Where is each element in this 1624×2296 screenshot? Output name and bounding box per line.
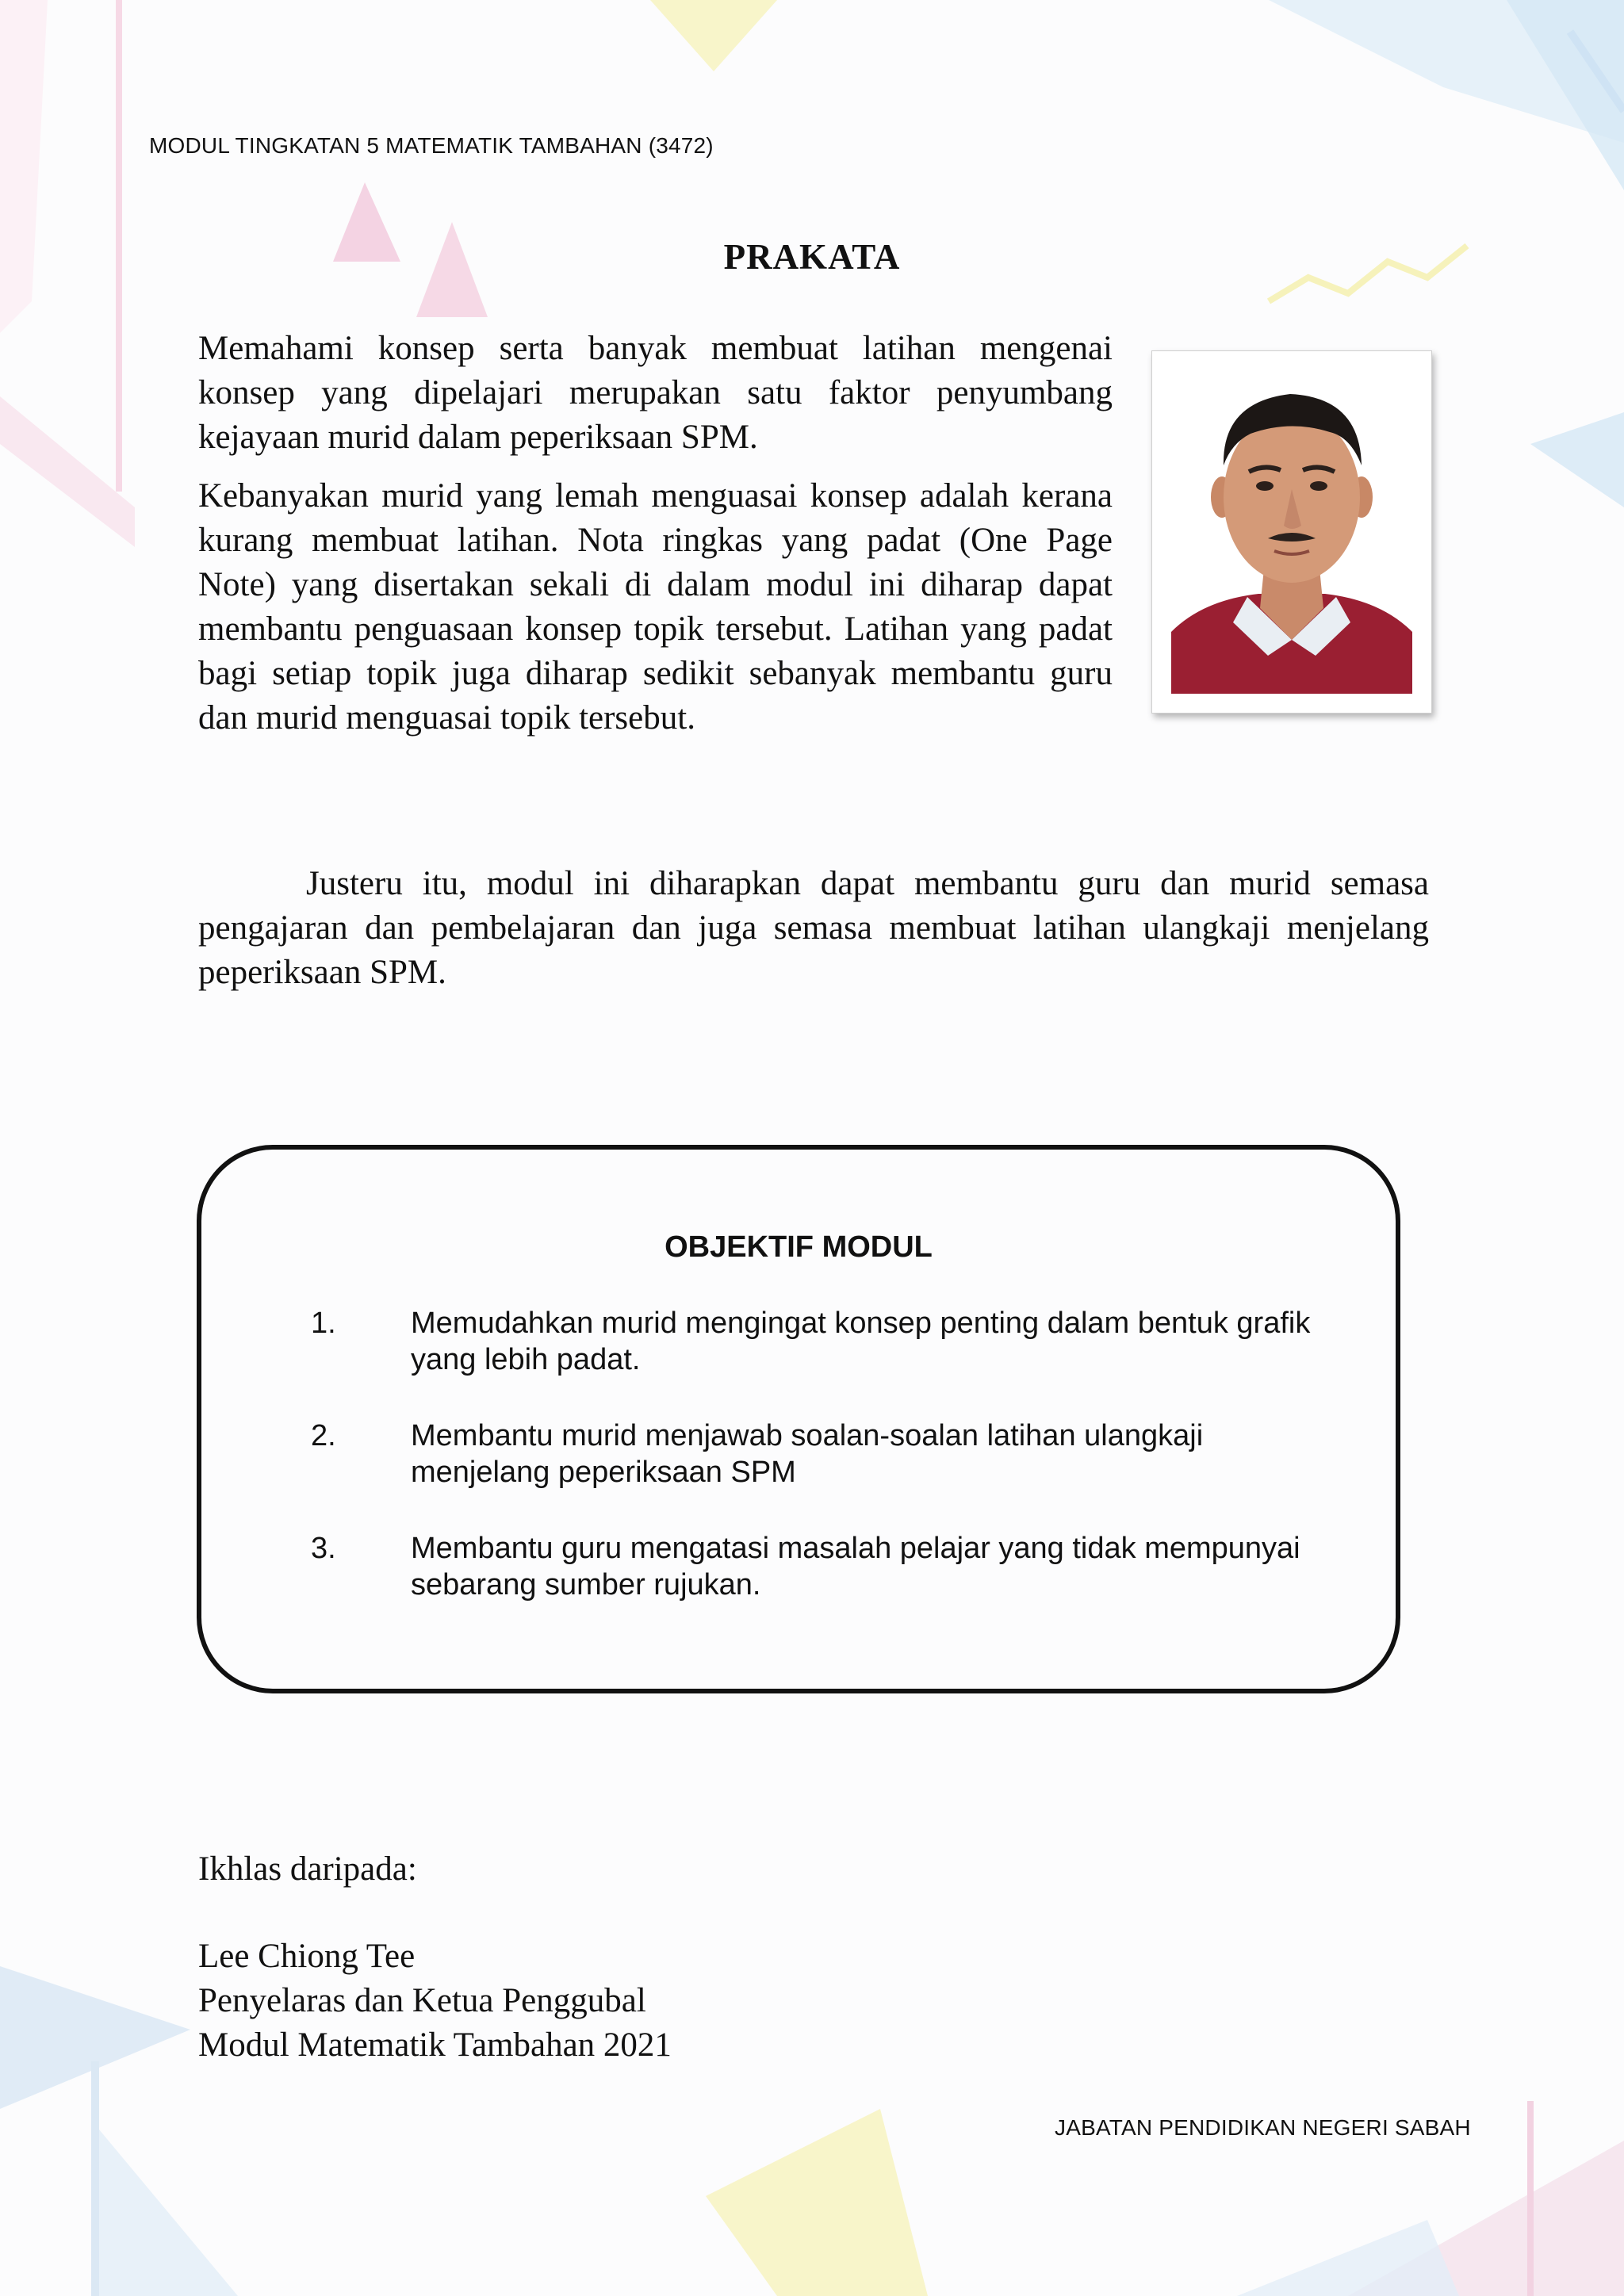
objektif-item-text: Membantu murid menjawab soalan-soalan latihan ulangkaji menjelang peperiksaan SPM: [411, 1419, 1204, 1489]
running-header: MODUL TINGKATAN 5 MATEMATIK TAMBAHAN (3472): [149, 133, 714, 158]
intro-section: [198, 327, 1113, 755]
objektif-modul-box: [197, 1145, 1400, 1693]
justeru-paragraph: Justeru itu, modul ini diharapkan dapat membantu guru dan murid semasa pengajaran dan pembelajaran dan juga semasa membuat latihan ulangkaji menjelang peperiksaan SPM.: [198, 865, 1429, 991]
author-role-line-2: Modul Matematik Tambahan 2021: [198, 2026, 672, 2064]
author-name: Lee Chiong Tee: [198, 1938, 416, 1975]
objektif-title: OBJEKTIF MODUL: [665, 1230, 933, 1264]
intro-paragraph-1: Memahami konsep serta banyak membuat latihan mengenai konsep yang dipelajari merupakan satu faktor penyumbang kejayaan murid dalam peperiksaan SPM.: [198, 330, 1113, 456]
running-footer: JABATAN PENDIDIKAN NEGERI SABAH: [1055, 2115, 1471, 2140]
objektif-item-text: Membantu guru mengatasi masalah pelajar yang tidak mempunyai sebarang sumber rujukan.: [411, 1532, 1300, 1601]
intro-paragraph-2: Kebanyakan murid yang lemah menguasai konsep adalah kerana kurang membuat latihan. Nota ringkas yang padat (One Page Note) yang disertakan sekali di dalam modul ini diharap dapat membantu penguasaan konsep topik tersebut. Latihan yang padat bagi setiap topik juga diharap sedikit sebanyak membantu guru dan murid menguasai topik tersebut.: [198, 477, 1113, 737]
portrait-image: [1171, 370, 1412, 694]
objektif-item-number: 1.: [311, 1307, 336, 1340]
objektif-item-text: Memudahkan murid mengingat konsep penting dalam bentuk grafik yang lebih padat.: [411, 1307, 1311, 1376]
author-role-line-1: Penyelaras dan Ketua Penggubal: [198, 1982, 646, 2019]
objektif-item-number: 2.: [311, 1419, 336, 1452]
closing-salutation: Ikhlas daripada:: [198, 1850, 417, 1888]
author-photo: [1151, 350, 1432, 714]
objektif-item-number: 3.: [311, 1532, 336, 1565]
page-title: PRAKATA: [723, 237, 901, 277]
